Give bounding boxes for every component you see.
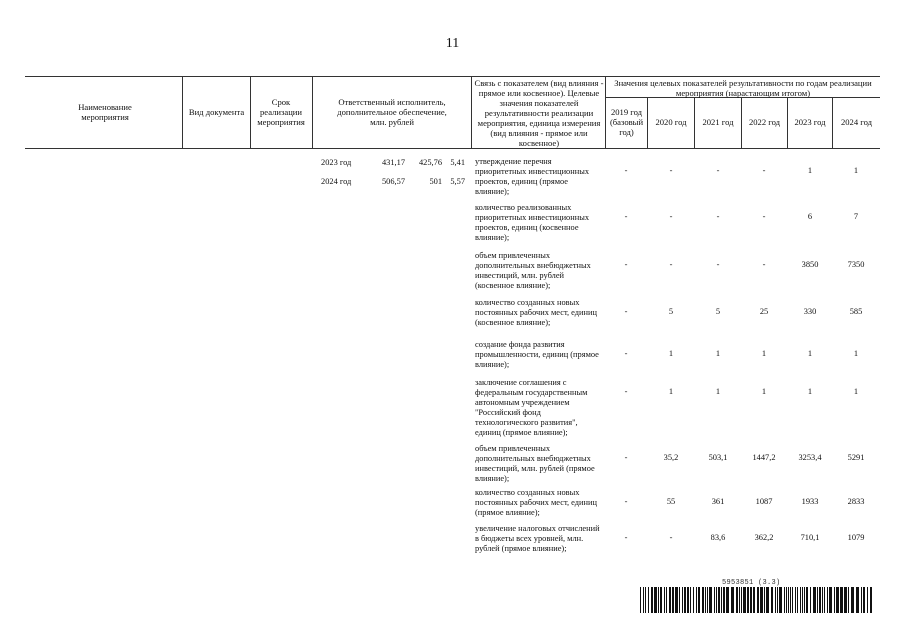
indicator-value: 1447,2: [752, 453, 776, 462]
col-divider-4: [471, 76, 472, 148]
indicator-value: -: [624, 533, 628, 542]
header-doc-type: Вид документа: [188, 107, 245, 117]
indicator-value: -: [624, 349, 628, 358]
indicator-value: 5: [668, 307, 674, 316]
header-year-2022: 2022 год: [748, 117, 781, 127]
indicator-value: 83,6: [710, 533, 726, 542]
indicator-value: 1933: [801, 497, 819, 506]
indicator-text: утверждение перечня приоритетных инвестиционных проектов, единиц (прямое влияние);: [475, 157, 590, 196]
indicator-value: 25: [759, 307, 769, 316]
indicator-value: 1: [761, 387, 767, 396]
indicator-value: 3850: [801, 260, 819, 269]
indicator-value: 1: [807, 349, 813, 358]
indicator-value: 1087: [755, 497, 773, 506]
indicator-text: заключение соглашения с федеральным государственным автономным учреждением "Российский фонд технологического развития", единиц (прямое влияние);: [475, 378, 588, 437]
indicator-value: 585: [849, 307, 863, 316]
header-year-2024: 2024 год: [840, 117, 873, 127]
indicator-value: 7: [853, 212, 859, 221]
indicator-value: -: [669, 533, 673, 542]
indicator-value: -: [762, 260, 766, 269]
indicator-text: количество реализованных приоритетных инвестиционных проектов, единиц (косвенное влияние);: [475, 203, 590, 242]
barcode: [640, 587, 873, 613]
col-divider-2: [250, 76, 251, 148]
funding-total-2023: 431,17: [381, 158, 405, 167]
table-rule-top: [25, 76, 880, 77]
indicator-text: количество созданных новых постоянных рабочих мест, единиц (прямое влияние);: [475, 488, 597, 517]
indicator-value: -: [624, 387, 628, 396]
indicator-value: -: [762, 166, 766, 175]
indicator-value: -: [669, 212, 673, 221]
header-name: Наименование мероприятия: [78, 102, 132, 122]
indicator-text: количество созданных новых постоянных рабочих мест, единиц (косвенное влияние);: [475, 298, 597, 327]
indicator-value: -: [669, 260, 673, 269]
indicator-text: объем привлеченных дополнительных внебюджетных инвестиций, млн. рублей (прямое влияние);: [475, 444, 595, 483]
indicator-value: 1: [853, 166, 859, 175]
indicator-value: 1: [807, 166, 813, 175]
indicator-value: 330: [803, 307, 817, 316]
indicator-value: 362,2: [754, 533, 774, 542]
page-number: 11: [445, 36, 460, 51]
funding-total-2024: 506,57: [381, 177, 405, 186]
col-divider-3: [312, 76, 313, 148]
indicator-value: 55: [666, 497, 676, 506]
funding-year-2024: 2024 год: [321, 177, 352, 186]
header-year-2019: 2019 год (базовый год): [609, 107, 644, 137]
indicator-text: создание фонда развития промышленности, единиц (прямое влияние);: [475, 340, 599, 369]
indicator-value: 1: [668, 387, 674, 396]
indicator-value: 35,2: [663, 453, 679, 462]
indicator-value: -: [624, 166, 628, 175]
indicator-value: 3253,4: [798, 453, 822, 462]
indicator-value: 1: [715, 387, 721, 396]
indicator-value: 1: [853, 387, 859, 396]
funding-year-2023: 2023 год: [321, 158, 352, 167]
indicator-text: объем привлеченных дополнительных внебюджетных инвестиций, млн. рублей (косвенное влияние);: [475, 251, 591, 290]
indicator-value: 1: [853, 349, 859, 358]
indicator-value: -: [669, 166, 673, 175]
indicator-value: 5291: [847, 453, 865, 462]
indicator-value: 710,1: [800, 533, 820, 542]
header-executor: Ответственный исполнитель, дополнительное обеспечение, млн. рублей: [337, 97, 447, 127]
indicator-value: -: [716, 260, 720, 269]
indicator-value: 2833: [847, 497, 865, 506]
indicator-value: -: [716, 166, 720, 175]
indicator-value: 361: [711, 497, 725, 506]
indicator-value: -: [624, 307, 628, 316]
barcode-number: 5953851 (3.3): [722, 579, 781, 587]
indicator-value: 503,1: [708, 453, 728, 462]
indicator-text: увеличение налоговых отчислений в бюджеты всех уровней, млн. рублей (прямое влияние);: [475, 524, 600, 553]
indicator-value: -: [624, 260, 628, 269]
header-link: Связь с показателем (вид влияния - прямое или косвенное). Целевые значения показателей результативности реализации мероприятия, единица измерения (вид влияния - прямое или косвенное): [474, 78, 604, 148]
indicator-value: 1079: [847, 533, 865, 542]
indicator-value: 1: [715, 349, 721, 358]
header-targets: Значения целевых показателей результативности по годам реализации мероприятия (нарастающим итогом): [614, 78, 872, 98]
header-year-2023: 2023 год: [794, 117, 826, 127]
indicator-value: 1: [807, 387, 813, 396]
header-term: Срок реализации мероприятия: [257, 97, 305, 127]
indicator-value: 1: [761, 349, 767, 358]
header-year-2020: 2020 год: [655, 117, 687, 127]
funding-part1-2023: 425,76: [418, 158, 442, 167]
indicator-value: 5: [715, 307, 721, 316]
funding-part2-2024: 5,57: [450, 177, 465, 186]
indicator-value: -: [762, 212, 766, 221]
indicator-value: -: [624, 497, 628, 506]
indicator-value: 1: [668, 349, 674, 358]
funding-part2-2023: 5,41: [450, 158, 465, 167]
indicator-value: -: [624, 212, 628, 221]
table-rule-header-bottom: [25, 148, 880, 149]
indicator-value: 6: [807, 212, 813, 221]
indicator-value: -: [716, 212, 720, 221]
funding-part1-2024: 501: [429, 177, 442, 186]
indicator-value: -: [624, 453, 628, 462]
indicator-value: 7350: [847, 260, 865, 269]
header-year-2021: 2021 год: [702, 117, 734, 127]
